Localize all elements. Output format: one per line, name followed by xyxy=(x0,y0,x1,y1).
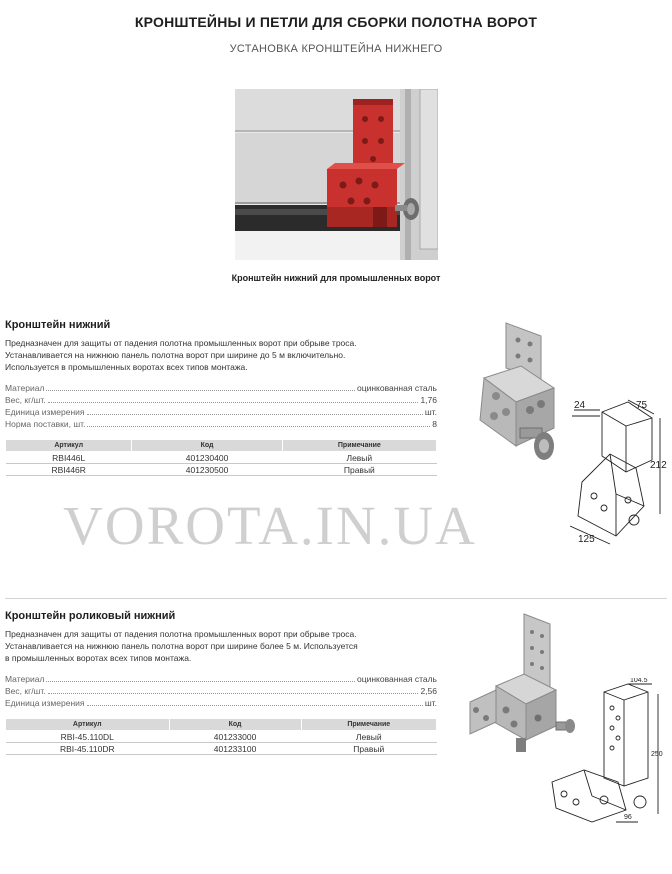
description-line: Устанавливается на нижнюю панель полотна ворот при ширине более 5 м. Используется xyxy=(5,641,358,651)
svg-text:24: 24 xyxy=(574,400,586,411)
description-line: Используется в промышленных воротах всех типов монтажа. xyxy=(5,362,248,372)
bottom-bracket-dimension-drawing xyxy=(570,396,670,556)
column-header-note: Примечание xyxy=(282,440,436,452)
column-header-code: Код xyxy=(169,719,301,731)
svg-text:75: 75 xyxy=(636,400,648,411)
product-title: Кронштейн нижний xyxy=(5,319,111,331)
section-divider xyxy=(5,598,667,599)
roller-bracket-dimension-drawing xyxy=(548,678,668,828)
table-row: RBI446L 401230400 Левый xyxy=(6,452,437,464)
table-row: RBI-45.110DL 401233000 Левый xyxy=(6,731,437,743)
svg-text:104.5: 104.5 xyxy=(630,678,648,684)
table-row: RBI-45.110DR 401233100 Правый xyxy=(6,743,437,755)
product-description xyxy=(5,628,437,664)
description-line: в промышленных воротах всех типов монтажа. xyxy=(5,653,192,663)
column-header-code: Код xyxy=(132,440,282,452)
article-table xyxy=(5,439,437,476)
spec-row: Единица измерения шт. xyxy=(5,698,437,708)
description-line: Предназначен для защиты от падения полотна промышленных ворот при обрыве троса. xyxy=(5,338,357,348)
description-line: Предназначен для защиты от падения полотна промышленных ворот при обрыве троса. xyxy=(5,629,357,639)
spec-row: Вес, кг/шт. 1,76 xyxy=(5,395,437,405)
column-header-note: Примечание xyxy=(301,719,436,731)
product-section-bottom-bracket xyxy=(5,319,437,476)
column-header-article: Артикул xyxy=(6,440,132,452)
svg-text:96: 96 xyxy=(624,814,632,821)
spec-list xyxy=(5,673,437,709)
product-title: Кронштейн роликовый нижний xyxy=(5,610,176,622)
spec-row: Вес, кг/шт. 2,56 xyxy=(5,686,437,696)
article-table xyxy=(5,718,437,755)
spec-list xyxy=(5,382,437,430)
watermark: VOROTA.IN.UA xyxy=(63,495,477,556)
photo-caption: Кронштейн нижний для промышленных ворот xyxy=(231,273,441,283)
table-row: RBI446R 401230500 Правый xyxy=(6,464,437,476)
product-section-roller-bracket xyxy=(5,610,437,755)
svg-text:125: 125 xyxy=(578,534,595,545)
bottom-bracket-render xyxy=(466,318,571,478)
page-title: КРОНШТЕЙНЫ И ПЕТЛИ ДЛЯ СБОРКИ ПОЛОТНА ВОРОТ xyxy=(134,14,538,30)
spec-row: Материал оцинкованная сталь xyxy=(5,383,437,393)
bracket-installation-photo xyxy=(235,89,438,260)
spec-row: Норма поставки, шт. 8 xyxy=(5,419,437,429)
spec-row: Единица измерения шт. xyxy=(5,407,437,417)
page-subtitle: УСТАНОВКА КРОНШТЕЙНА НИЖНЕГО xyxy=(229,43,443,55)
svg-text:250: 250 xyxy=(651,751,663,758)
description-line: Устанавливается на нижнюю панель полотна ворот при ширине до 5 м включительно. xyxy=(5,350,346,360)
svg-text:212: 212 xyxy=(650,460,667,471)
spec-row: Материал оцинкованная сталь xyxy=(5,674,437,684)
column-header-article: Артикул xyxy=(6,719,170,731)
product-description xyxy=(5,337,437,373)
